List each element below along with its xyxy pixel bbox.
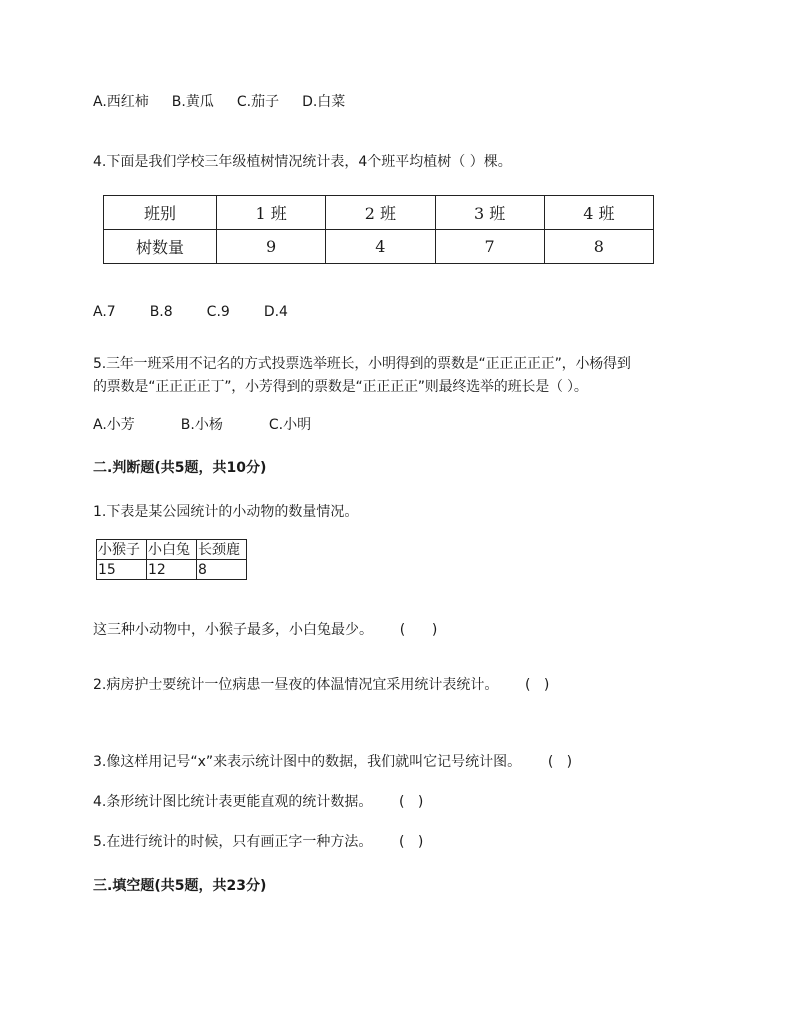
table-cell: 长颈鹿 (197, 540, 247, 560)
option-a: A.小芳 (93, 417, 135, 433)
q4-options (93, 303, 288, 321)
option-c: C.9 (206, 304, 230, 320)
table-row (104, 196, 654, 230)
animal-count-table (96, 539, 247, 580)
table-cell: 15 (97, 560, 147, 580)
table-cell: 8 (544, 230, 653, 264)
table-cell: 2 班 (326, 196, 435, 230)
table-cell: 3 班 (435, 196, 544, 230)
q5-line2: 的票数是“正正正正丁”，小芳得到的票数是“正正正正”则最终选举的班长是（ ）。 (93, 379, 588, 395)
option-c: C.茄子 (236, 94, 280, 110)
table-cell: 树数量 (104, 230, 217, 264)
q3-options (93, 93, 345, 111)
option-d: D.4 (263, 304, 288, 320)
section-2-title: 二.判断题(共5题，共10分) (93, 460, 267, 476)
judge-q3: 3.像这样用记号“x”来表示统计图中的数据，我们就叫它记号统计图。 ( ) (93, 754, 573, 770)
option-b: B.黄瓜 (171, 94, 214, 110)
judge-q1-text: 1.下表是某公园统计的小动物的数量情况。 (93, 504, 359, 520)
option-a: A.7 (93, 304, 116, 320)
table-cell: 8 (197, 560, 247, 580)
option-a: A.西红柿 (93, 94, 149, 110)
tree-planting-table (103, 195, 654, 264)
table-row (97, 540, 247, 560)
q4-text: 4.下面是我们学校三年级植树情况统计表，4个班平均植树（ ）棵。 (93, 154, 512, 170)
table-row (97, 560, 247, 580)
q5-line1: 5.三年一班采用不记名的方式投票选举班长，小明得到的票数是“正正正正正”，小杨得到 (93, 356, 631, 372)
table-cell: 1 班 (217, 196, 326, 230)
option-b: B.小杨 (180, 417, 223, 433)
q5-options (93, 416, 311, 434)
table-cell: 7 (435, 230, 544, 264)
option-d: D.白菜 (302, 94, 346, 110)
option-c: C.小明 (268, 417, 312, 433)
section-3-title: 三.填空题(共5题，共23分) (93, 878, 267, 894)
table-cell: 9 (217, 230, 326, 264)
table-row (104, 230, 654, 264)
judge-q4: 4.条形统计图比统计表更能直观的统计数据。 ( ) (93, 794, 424, 810)
option-b: B.8 (149, 304, 173, 320)
judge-q2: 2.病房护士要统计一位病患一昼夜的体温情况宜采用统计表统计。 ( ) (93, 677, 550, 693)
table-cell: 4 (326, 230, 435, 264)
table-cell: 班别 (104, 196, 217, 230)
table-cell: 小白兔 (147, 540, 197, 560)
table-cell: 12 (147, 560, 197, 580)
judge-q1-statement: 这三种小动物中，小猴子最多，小白兔最少。 ( ) (93, 622, 438, 638)
table-cell: 小猴子 (97, 540, 147, 560)
judge-q5: 5.在进行统计的时候，只有画正字一种方法。 ( ) (93, 834, 424, 850)
table-cell: 4 班 (544, 196, 653, 230)
